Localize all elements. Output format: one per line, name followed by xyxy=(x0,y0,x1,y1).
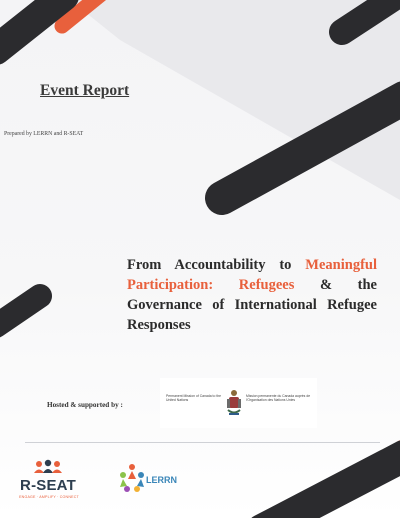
hosted-by-label: Hosted & supported by : xyxy=(47,401,123,409)
dark-stripe-left xyxy=(0,296,40,326)
lerrn-wordmark: LERRN xyxy=(146,475,177,485)
prepared-by-text: Prepared by LERRN and R-SEAT xyxy=(4,131,84,137)
rseat-tagline: ENGAGE · AMPLIFY · CONNECT xyxy=(19,495,79,499)
title-part-2: & the Governance of International Refugee Responses xyxy=(127,277,377,333)
lerrn-figures-icon xyxy=(118,462,146,496)
people-icon xyxy=(12,458,84,478)
rseat-logo xyxy=(12,458,84,502)
coat-of-arms-icon xyxy=(224,388,244,418)
lerrn-logo xyxy=(118,462,188,496)
report-main-title xyxy=(127,255,377,335)
mission-name-fr: Mission permanente du Canada auprès de l'Organisation des Nations Unies xyxy=(246,394,311,402)
mission-name-en: Permanent Mission of Canada to the United Nations xyxy=(166,394,222,402)
dark-stripe-top-left xyxy=(0,0,64,50)
event-report-heading: Event Report xyxy=(40,82,130,99)
title-part-1: From Accountability to xyxy=(127,257,306,273)
title-highlight: Meaningful Participation: Refugees xyxy=(127,257,377,293)
dark-stripe-bottom xyxy=(262,456,400,518)
footer-divider xyxy=(25,442,380,443)
canada-mission-logo xyxy=(160,378,317,428)
rseat-wordmark: R-SEAT xyxy=(20,477,76,494)
